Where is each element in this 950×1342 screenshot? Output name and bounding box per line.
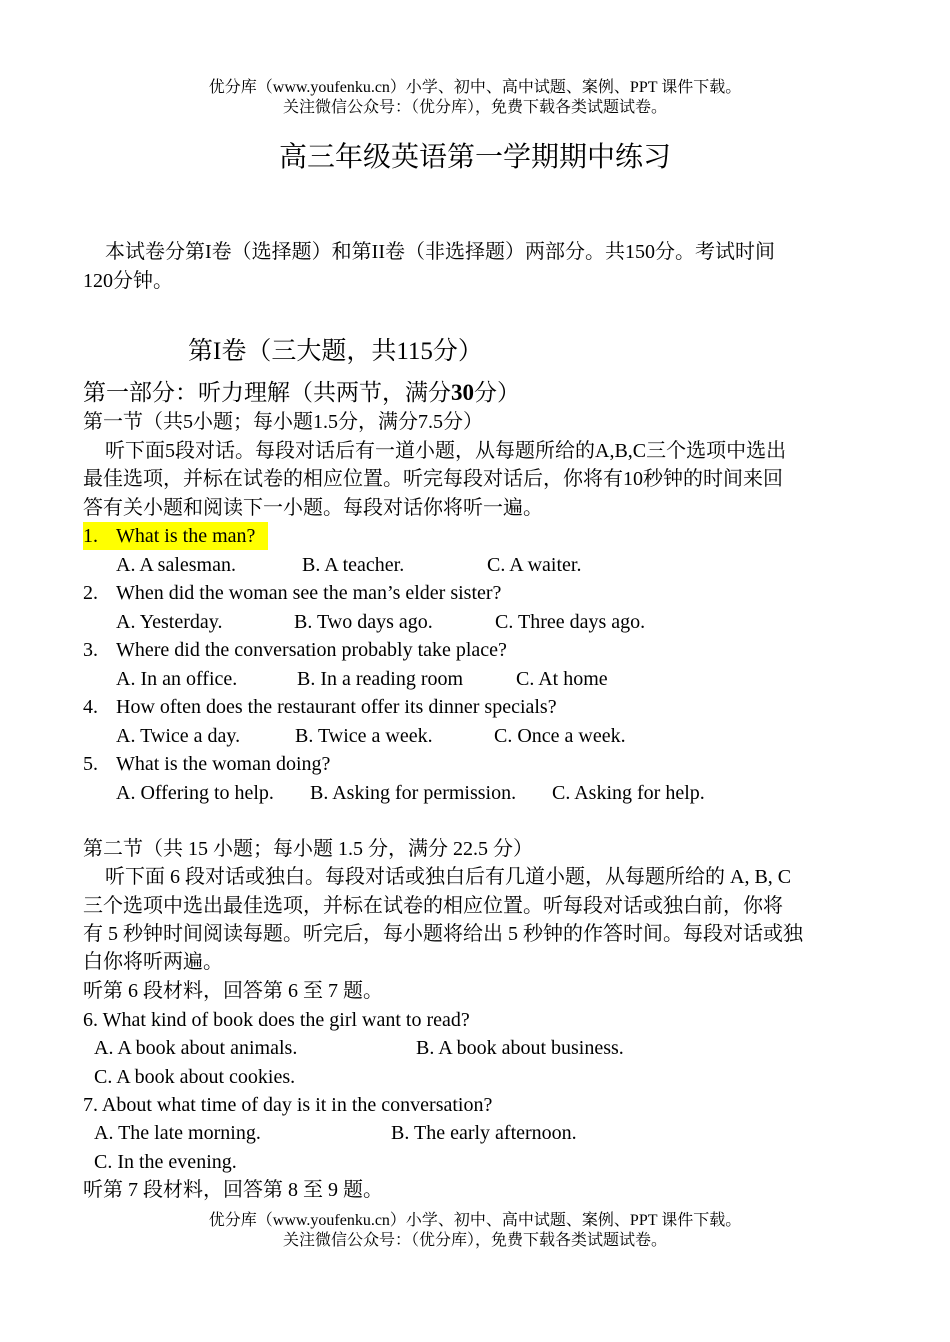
option-a: A. In an office. [116,668,238,690]
volume-heading: 第I卷（三大题，共115分） [188,338,483,365]
option-c: C. Once a week. [494,725,626,747]
question-text: When did the woman see the man’s elder sister? [116,582,502,604]
option-b: B. In a reading room [297,668,464,690]
question-text: Where did the conversation probably take place? [116,639,507,661]
part1-heading [83,378,520,408]
option-c: C. A book about cookies. [94,1066,296,1088]
option-a: A. The late morning. [94,1122,261,1144]
question-text: What is the man? [116,525,256,547]
part1-heading-end: 分） [474,380,520,405]
question-number: 5. [83,753,98,775]
question-4 [83,693,557,721]
question-text: What is the woman doing? [116,753,331,775]
option-b: B. Twice a week. [295,725,433,747]
option-a: A. Twice a day. [116,725,241,747]
header-line-2: 关注微信公众号：（优分库），免费下载各类试题试卷。 [282,99,667,116]
question-number: 4. [83,696,98,718]
question-number: 2. [83,582,98,604]
page-title: 高三年级英语第一学期期中练习 [278,142,671,173]
question-4-options [116,722,626,750]
option-c: C. A waiter. [487,554,582,576]
section2-instr-3: 有 5 秒钟时间阅读每题。听完后，每小题将给出 5 秒钟的作答时间。每段对话或独 [83,923,803,945]
section1-instr-3: 答有关小题和阅读下一小题。每段对话你将听一遍。 [83,497,543,519]
material-7-note: 听第 7 段材料，回答第 8 至 9 题。 [83,1179,383,1201]
footer-line-1: 优分库（www.youfenku.cn）小学、初中、高中试题、案例、PPT 课件下载。 [208,1212,742,1229]
option-b: B. Two days ago. [294,611,433,633]
option-b: B. Asking for permission. [310,782,517,804]
question-5-options [116,779,705,807]
material-6-note: 听第 6 段材料，回答第 6 至 7 题。 [83,980,383,1002]
question-3 [83,636,507,664]
section1-instr-2: 最佳选项，并标在试卷的相应位置。听完每段对话后，你将有10秒钟的时间来回 [83,468,783,490]
section1-instr-1: 听下面5段对话。每段对话后有一道小题，从每题所给的A,B,C三个选项中选出 [105,440,787,462]
question-7: 7. About what time of day is it in the conversation? [83,1094,493,1116]
option-c: C. At home [516,668,608,690]
question-number: 1. [83,525,98,547]
question-3-options [116,665,608,693]
question-1-options [116,551,582,579]
section2-heading: 第二节（共 15 小题；每小题 1.5 分，满分 22.5 分） [83,838,533,860]
section2-instr-4: 白你将听两遍。 [83,951,223,973]
footer-line-2: 关注微信公众号：（优分库），免费下载各类试题试卷。 [282,1232,667,1249]
question-text: How often does the restaurant offer its dinner specials? [116,696,557,718]
option-c: C. In the evening. [94,1151,237,1173]
intro-line-1: 本试卷分第I卷（选择题）和第II卷（非选择题）两部分。共150分。考试时间 [105,241,775,263]
section2-instr-1: 听下面 6 段对话或独白。每段对话或独白后有几道小题，从每题所给的 A, B, C [105,866,792,888]
option-b: B. The early afternoon. [391,1122,577,1144]
question-number: 3. [83,639,98,661]
intro-line-2: 120分钟。 [83,270,173,292]
question-5 [83,750,331,778]
question-2 [83,579,502,607]
question-6-options-row-1 [94,1034,624,1062]
question-6: 6. What kind of book does the girl want to read? [83,1009,470,1031]
option-a: A. A salesman. [116,554,236,576]
question-1 [83,522,268,550]
question-2-options [116,608,646,636]
option-a: A. Offering to help. [116,782,274,804]
option-b: B. A teacher. [302,554,405,576]
section2-instr-2: 三个选项中选出最佳选项，并标在试卷的相应位置。听每段对话或独白前，你将 [83,895,783,917]
option-a: A. Yesterday. [116,611,223,633]
part1-score: 30 [451,380,474,405]
option-c: C. Three days ago. [495,611,646,633]
option-a: A. A book about animals. [94,1037,298,1059]
header-line-1: 优分库（www.youfenku.cn）小学、初中、高中试题、案例、PPT 课件下载。 [208,79,742,96]
section1-heading: 第一节（共5小题；每小题1.5分，满分7.5分） [83,411,483,433]
option-c: C. Asking for help. [552,782,705,804]
option-b: B. A book about business. [416,1037,624,1059]
question-7-options-row-1 [94,1119,577,1147]
part1-heading-text: 第一部分：听力理解（共两节，满分 [83,380,451,405]
